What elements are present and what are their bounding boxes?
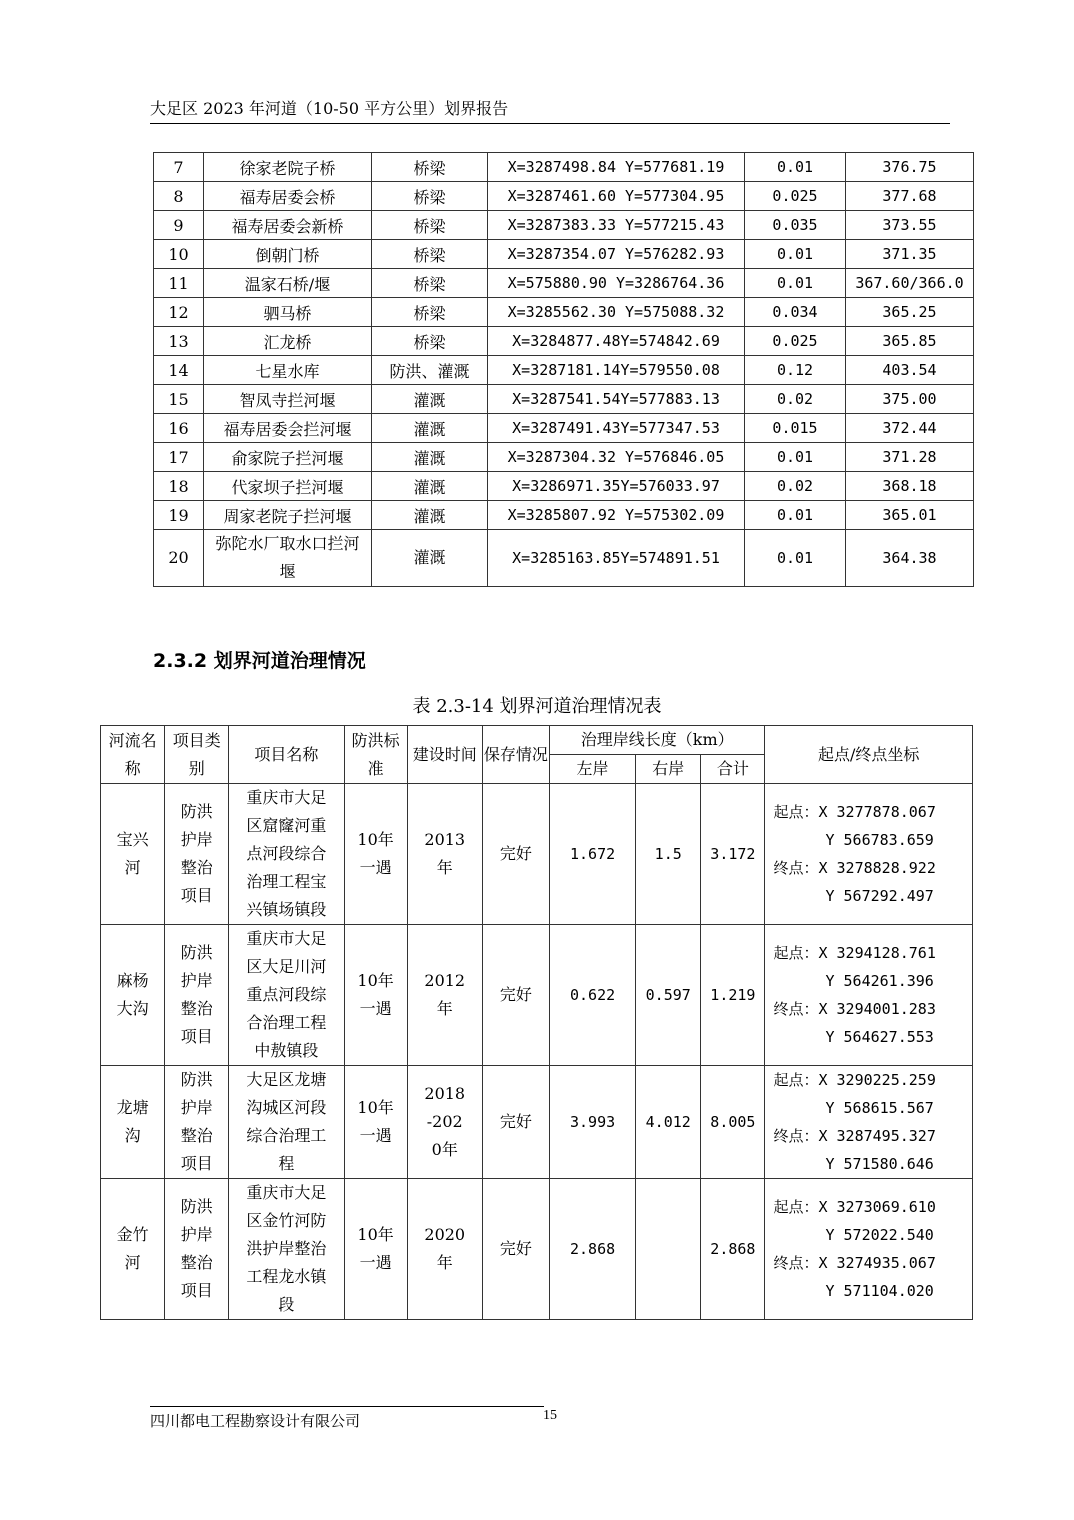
structure-width-cell: 0.01 <box>745 153 846 182</box>
structure-elev-cell: 373.55 <box>846 211 974 240</box>
structure-type-cell: 灌溉 <box>372 501 488 530</box>
structure-coords-cell: X=3285562.30 Y=575088.32 <box>488 298 745 327</box>
table-row <box>154 182 974 211</box>
structure-type-cell: 灌溉 <box>372 414 488 443</box>
structure-name-cell: 温家石桥/堰 <box>204 269 372 298</box>
table-caption: 表 2.3-14 划界河道治理情况表 <box>412 696 662 717</box>
governance-project-cell: 大足区龙塘沟城区河段综合治理工程 <box>229 1066 344 1179</box>
governance-river-cell: 宝兴河 <box>101 784 165 925</box>
governance-coords-cell <box>765 784 973 925</box>
governance-left-cell: 1.672 <box>549 784 635 925</box>
structure-elev-cell: 371.28 <box>846 443 974 472</box>
structure-width-cell: 0.015 <box>745 414 846 443</box>
table-row <box>154 414 974 443</box>
structure-no-cell: 13 <box>154 327 204 356</box>
structure-name-cell: 福寿居委会拦河堰 <box>204 414 372 443</box>
structure-name-cell: 驷马桥 <box>204 298 372 327</box>
governance-built-cell: 2013年 <box>407 784 482 925</box>
coord-end-y: Y 571104.020 <box>825 1282 934 1300</box>
structures-table <box>153 152 974 587</box>
coord-start-y: Y 566783.659 <box>825 831 934 849</box>
header-coords: 起点/终点坐标 <box>765 726 973 784</box>
table-row <box>101 925 973 1066</box>
header-length-group: 治理岸线长度（km） <box>549 726 765 755</box>
governance-category-cell: 防洪护岸整治项目 <box>165 925 229 1066</box>
structure-elev-cell: 365.85 <box>846 327 974 356</box>
governance-built-cell: 2018-2020年 <box>407 1066 482 1179</box>
structure-coords-cell: X=3287383.33 Y=577215.43 <box>488 211 745 240</box>
structure-width-cell: 0.02 <box>745 472 846 501</box>
governance-table <box>100 725 973 1320</box>
table-row <box>154 501 974 530</box>
governance-condition-cell: 完好 <box>482 1179 549 1320</box>
structure-coords-cell: X=3287181.14Y=579550.08 <box>488 356 745 385</box>
structure-coords-cell: X=3287461.60 Y=577304.95 <box>488 182 745 211</box>
table-row <box>154 211 974 240</box>
structure-no-cell: 7 <box>154 153 204 182</box>
structure-width-cell: 0.01 <box>745 240 846 269</box>
coord-start-x: 起点：X 3273069.610 <box>773 1198 936 1216</box>
governance-total-cell: 3.172 <box>701 784 765 925</box>
governance-category-cell: 防洪护岸整治项目 <box>165 1066 229 1179</box>
section-heading: 2.3.2 划界河道治理情况 <box>153 650 366 672</box>
governance-left-cell: 3.993 <box>549 1066 635 1179</box>
structure-elev-cell: 372.44 <box>846 414 974 443</box>
header-left: 左岸 <box>549 755 635 784</box>
governance-river-cell: 龙塘沟 <box>101 1066 165 1179</box>
structure-width-cell: 0.12 <box>745 356 846 385</box>
table-row <box>154 443 974 472</box>
governance-category-cell: 防洪护岸整治项目 <box>165 1179 229 1320</box>
structure-elev-cell: 377.68 <box>846 182 974 211</box>
header-river: 河流名称 <box>101 726 165 784</box>
coord-start-y: Y 564261.396 <box>825 972 934 990</box>
table-row <box>101 1179 973 1320</box>
coord-start-x: 起点：X 3290225.259 <box>773 1071 936 1089</box>
coord-end-x: 终点：X 3287495.327 <box>773 1127 936 1145</box>
structure-type-cell: 灌溉 <box>372 530 488 587</box>
governance-condition-cell: 完好 <box>482 784 549 925</box>
governance-standard-cell: 10年一遇 <box>344 1179 407 1320</box>
governance-project-cell: 重庆市大足区大足川河重点河段综合治理工程中敖镇段 <box>229 925 344 1066</box>
table-row <box>154 269 974 298</box>
structure-elev-cell: 368.18 <box>846 472 974 501</box>
coord-end-x: 终点：X 3294001.283 <box>773 1000 936 1018</box>
structure-elev-cell: 365.01 <box>846 501 974 530</box>
structure-no-cell: 18 <box>154 472 204 501</box>
structure-type-cell: 桥梁 <box>372 182 488 211</box>
governance-coords-cell <box>765 1179 973 1320</box>
structure-type-cell: 桥梁 <box>372 240 488 269</box>
structure-elev-cell: 367.60/366.0 <box>846 269 974 298</box>
structure-coords-cell: X=3287491.43Y=577347.53 <box>488 414 745 443</box>
table-row <box>101 1066 973 1179</box>
coord-end-x: 终点：X 3278828.922 <box>773 859 936 877</box>
structure-elev-cell: 375.00 <box>846 385 974 414</box>
governance-project-cell: 重庆市大足区窟窿河重点河段综合治理工程宝兴镇场镇段 <box>229 784 344 925</box>
structure-width-cell: 0.025 <box>745 327 846 356</box>
governance-condition-cell: 完好 <box>482 1066 549 1179</box>
governance-coords-cell <box>765 1066 973 1179</box>
coord-start-x: 起点：X 3294128.761 <box>773 944 936 962</box>
coord-end-y: Y 571580.646 <box>825 1155 934 1173</box>
table-row <box>154 298 974 327</box>
governance-total-cell: 8.005 <box>701 1066 765 1179</box>
structure-name-cell: 汇龙桥 <box>204 327 372 356</box>
coord-end-y: Y 564627.553 <box>825 1028 934 1046</box>
structure-coords-cell: X=3285807.92 Y=575302.09 <box>488 501 745 530</box>
governance-river-cell: 麻杨大沟 <box>101 925 165 1066</box>
structure-coords-cell: X=3287541.54Y=577883.13 <box>488 385 745 414</box>
structure-no-cell: 10 <box>154 240 204 269</box>
structure-elev-cell: 365.25 <box>846 298 974 327</box>
table-row <box>154 530 974 587</box>
structure-no-cell: 9 <box>154 211 204 240</box>
structure-elev-cell: 364.38 <box>846 530 974 587</box>
structure-elev-cell: 376.75 <box>846 153 974 182</box>
governance-river-cell: 金竹河 <box>101 1179 165 1320</box>
governance-right-cell: 1.5 <box>636 784 701 925</box>
header-rule <box>150 123 950 124</box>
governance-condition-cell: 完好 <box>482 925 549 1066</box>
structure-width-cell: 0.01 <box>745 530 846 587</box>
structure-type-cell: 桥梁 <box>372 211 488 240</box>
structure-no-cell: 17 <box>154 443 204 472</box>
structure-type-cell: 桥梁 <box>372 298 488 327</box>
table-row <box>154 240 974 269</box>
structure-coords-cell: X=3286971.35Y=576033.97 <box>488 472 745 501</box>
header-standard: 防洪标准 <box>344 726 407 784</box>
structure-no-cell: 19 <box>154 501 204 530</box>
page-number: 15 <box>543 1408 557 1423</box>
footer-rule <box>150 1406 544 1407</box>
structure-type-cell: 防洪、灌溉 <box>372 356 488 385</box>
structure-elev-cell: 371.35 <box>846 240 974 269</box>
structure-no-cell: 12 <box>154 298 204 327</box>
structure-name-cell: 俞家院子拦河堰 <box>204 443 372 472</box>
governance-total-cell: 2.868 <box>701 1179 765 1320</box>
structure-name-cell: 弥陀水厂取水口拦河堰 <box>204 530 372 587</box>
table-row <box>154 327 974 356</box>
governance-built-cell: 2012年 <box>407 925 482 1066</box>
structure-coords-cell: X=3287304.32 Y=576846.05 <box>488 443 745 472</box>
footer-company: 四川都电工程勘察设计有限公司 <box>150 1412 361 1430</box>
governance-left-cell: 2.868 <box>549 1179 635 1320</box>
governance-coords-cell <box>765 925 973 1066</box>
coord-end-y: Y 567292.497 <box>825 887 934 905</box>
page-header-title: 大足区 2023 年河道（10-50 平方公里）划界报告 <box>150 99 509 118</box>
governance-built-cell: 2020年 <box>407 1179 482 1320</box>
coord-start-y: Y 568615.567 <box>825 1099 934 1117</box>
governance-total-cell: 1.219 <box>701 925 765 1066</box>
structure-width-cell: 0.025 <box>745 182 846 211</box>
structure-no-cell: 14 <box>154 356 204 385</box>
structure-name-cell: 徐家老院子桥 <box>204 153 372 182</box>
governance-right-cell <box>636 1179 701 1320</box>
structure-no-cell: 8 <box>154 182 204 211</box>
structure-no-cell: 20 <box>154 530 204 587</box>
governance-right-cell: 0.597 <box>636 925 701 1066</box>
header-total: 合计 <box>701 755 765 784</box>
structure-coords-cell: X=3285163.85Y=574891.51 <box>488 530 745 587</box>
governance-standard-cell: 10年一遇 <box>344 925 407 1066</box>
structure-width-cell: 0.01 <box>745 443 846 472</box>
structure-no-cell: 16 <box>154 414 204 443</box>
structure-type-cell: 灌溉 <box>372 385 488 414</box>
structure-no-cell: 15 <box>154 385 204 414</box>
table-row <box>154 472 974 501</box>
table-row <box>154 356 974 385</box>
header-category: 项目类别 <box>165 726 229 784</box>
table-row <box>101 784 973 925</box>
governance-category-cell: 防洪护岸整治项目 <box>165 784 229 925</box>
structure-width-cell: 0.02 <box>745 385 846 414</box>
governance-standard-cell: 10年一遇 <box>344 1066 407 1179</box>
header-right: 右岸 <box>636 755 701 784</box>
structure-width-cell: 0.034 <box>745 298 846 327</box>
header-built: 建设时间 <box>407 726 482 784</box>
governance-right-cell: 4.012 <box>636 1066 701 1179</box>
coord-start-y: Y 572022.540 <box>825 1226 934 1244</box>
coord-end-x: 终点：X 3274935.067 <box>773 1254 936 1272</box>
coord-start-x: 起点：X 3277878.067 <box>773 803 936 821</box>
header-condition: 保存情况 <box>482 726 549 784</box>
structure-elev-cell: 403.54 <box>846 356 974 385</box>
governance-left-cell: 0.622 <box>549 925 635 1066</box>
header-project: 项目名称 <box>229 726 344 784</box>
structure-name-cell: 福寿居委会新桥 <box>204 211 372 240</box>
structure-type-cell: 灌溉 <box>372 443 488 472</box>
governance-standard-cell: 10年一遇 <box>344 784 407 925</box>
structure-name-cell: 智凤寺拦河堰 <box>204 385 372 414</box>
structure-name-cell: 福寿居委会桥 <box>204 182 372 211</box>
structure-width-cell: 0.035 <box>745 211 846 240</box>
structure-type-cell: 桥梁 <box>372 153 488 182</box>
structure-no-cell: 11 <box>154 269 204 298</box>
structure-type-cell: 灌溉 <box>372 472 488 501</box>
structure-name-cell: 代家坝子拦河堰 <box>204 472 372 501</box>
table-row <box>154 385 974 414</box>
structure-width-cell: 0.01 <box>745 269 846 298</box>
table-row <box>154 153 974 182</box>
structure-coords-cell: X=3284877.48Y=574842.69 <box>488 327 745 356</box>
structure-name-cell: 倒朝门桥 <box>204 240 372 269</box>
structure-type-cell: 桥梁 <box>372 269 488 298</box>
structure-coords-cell: X=575880.90 Y=3286764.36 <box>488 269 745 298</box>
structure-name-cell: 周家老院子拦河堰 <box>204 501 372 530</box>
governance-project-cell: 重庆市大足区金竹河防洪护岸整治工程龙水镇段 <box>229 1179 344 1320</box>
structure-coords-cell: X=3287354.07 Y=576282.93 <box>488 240 745 269</box>
structure-width-cell: 0.01 <box>745 501 846 530</box>
structure-type-cell: 桥梁 <box>372 327 488 356</box>
structure-name-cell: 七星水库 <box>204 356 372 385</box>
structure-coords-cell: X=3287498.84 Y=577681.19 <box>488 153 745 182</box>
